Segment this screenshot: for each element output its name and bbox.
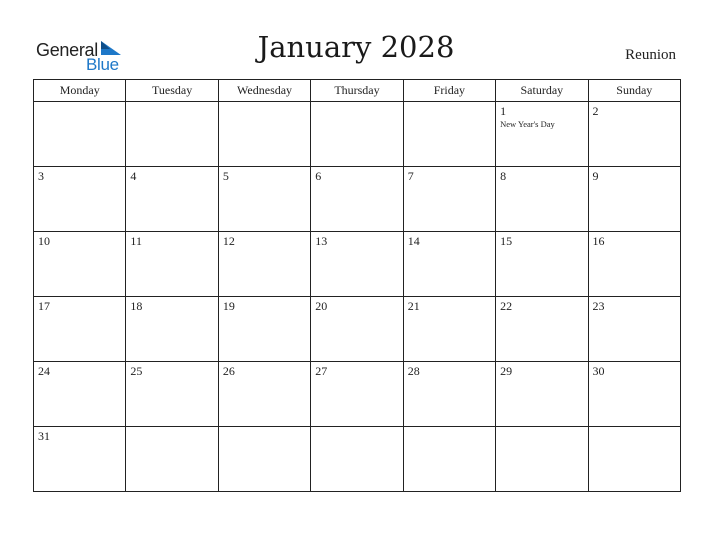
- day-cell: [588, 297, 680, 362]
- day-cell: [311, 297, 403, 362]
- region-label: Reunion: [625, 47, 676, 63]
- day-number: 23: [592, 299, 605, 313]
- day-number: 9: [592, 169, 599, 183]
- day-number: 24: [38, 364, 50, 378]
- day-number: 21: [407, 299, 420, 313]
- day-number: 16: [592, 234, 605, 248]
- day-number: 31: [38, 429, 50, 443]
- day-cell: [403, 427, 495, 492]
- day-number: 12: [222, 234, 235, 248]
- day-number: 19: [222, 299, 235, 313]
- day-cell: [588, 427, 680, 492]
- day-cell: [126, 232, 218, 297]
- day-cell: [403, 167, 495, 232]
- logo-word-general: General: [36, 40, 98, 60]
- day-cell: [403, 102, 495, 167]
- day-number: 25: [130, 364, 143, 378]
- day-number: 8: [500, 169, 507, 183]
- day-number: 30: [592, 364, 605, 378]
- day-cell: [34, 232, 126, 297]
- day-number: 27: [315, 364, 328, 378]
- week-row: [34, 297, 681, 362]
- day-number: 13: [315, 234, 328, 248]
- weekday-header: Thursday: [311, 80, 403, 102]
- day-cell: [126, 427, 218, 492]
- day-cell: [218, 232, 310, 297]
- day-cell: [218, 167, 310, 232]
- week-row: [34, 427, 681, 492]
- day-number: 10: [38, 234, 50, 248]
- day-cell: [588, 362, 680, 427]
- day-cell: [126, 297, 218, 362]
- day-cell: [34, 427, 126, 492]
- day-cell: [403, 362, 495, 427]
- day-cell: [588, 167, 680, 232]
- week-row: [34, 232, 681, 297]
- day-cell: [218, 297, 310, 362]
- day-number: 2: [592, 104, 599, 118]
- day-cell: [403, 232, 495, 297]
- weekday-header: Sunday: [588, 80, 680, 102]
- weekday-header: Saturday: [496, 80, 588, 102]
- day-number: 22: [500, 299, 513, 313]
- weekday-header: Monday: [34, 80, 126, 102]
- holiday-label: New Year's Day: [500, 119, 555, 129]
- day-cell: [588, 232, 680, 297]
- day-cell: [218, 362, 310, 427]
- day-number: 26: [222, 364, 235, 378]
- day-number: 5: [222, 169, 229, 183]
- day-cell: [311, 362, 403, 427]
- day-cell: [34, 362, 126, 427]
- day-number: 29: [500, 364, 513, 378]
- day-cell: [496, 297, 588, 362]
- day-cell: [126, 102, 218, 167]
- weekday-header: Friday: [403, 80, 495, 102]
- day-number: 11: [130, 234, 142, 248]
- day-cell: [311, 427, 403, 492]
- day-number: 28: [407, 364, 420, 378]
- logo-word-blue: Blue: [86, 55, 119, 74]
- day-cell: [403, 297, 495, 362]
- week-row: [34, 362, 681, 427]
- day-number: 17: [38, 299, 50, 313]
- day-number: 18: [130, 299, 143, 313]
- day-cell: [496, 232, 588, 297]
- day-cell: [496, 167, 588, 232]
- day-cell: [218, 427, 310, 492]
- weekday-header: Tuesday: [126, 80, 218, 102]
- day-number: 1: [500, 104, 507, 118]
- day-cell: [126, 362, 218, 427]
- weekday-header-row: [34, 80, 681, 102]
- day-cell: [311, 102, 403, 167]
- day-number: 4: [130, 169, 137, 183]
- day-number: 7: [407, 169, 414, 183]
- calendar-title: January 2028: [257, 30, 455, 64]
- week-row: [34, 102, 681, 167]
- day-cell: [588, 102, 680, 167]
- day-number: 14: [407, 234, 420, 248]
- weekday-header: Wednesday: [218, 80, 310, 102]
- day-cell: [218, 102, 310, 167]
- day-cell: [311, 167, 403, 232]
- day-cell: [496, 102, 588, 167]
- day-cell: [34, 167, 126, 232]
- day-cell: [34, 102, 126, 167]
- day-cell: [496, 427, 588, 492]
- day-number: 15: [500, 234, 513, 248]
- day-cell: [311, 232, 403, 297]
- day-number: 3: [38, 169, 44, 183]
- day-number: 6: [315, 169, 322, 183]
- week-row: [34, 167, 681, 232]
- day-cell: [34, 297, 126, 362]
- day-number: 20: [315, 299, 328, 313]
- day-cell: [496, 362, 588, 427]
- day-cell: [126, 167, 218, 232]
- calendar-grid: [33, 79, 681, 492]
